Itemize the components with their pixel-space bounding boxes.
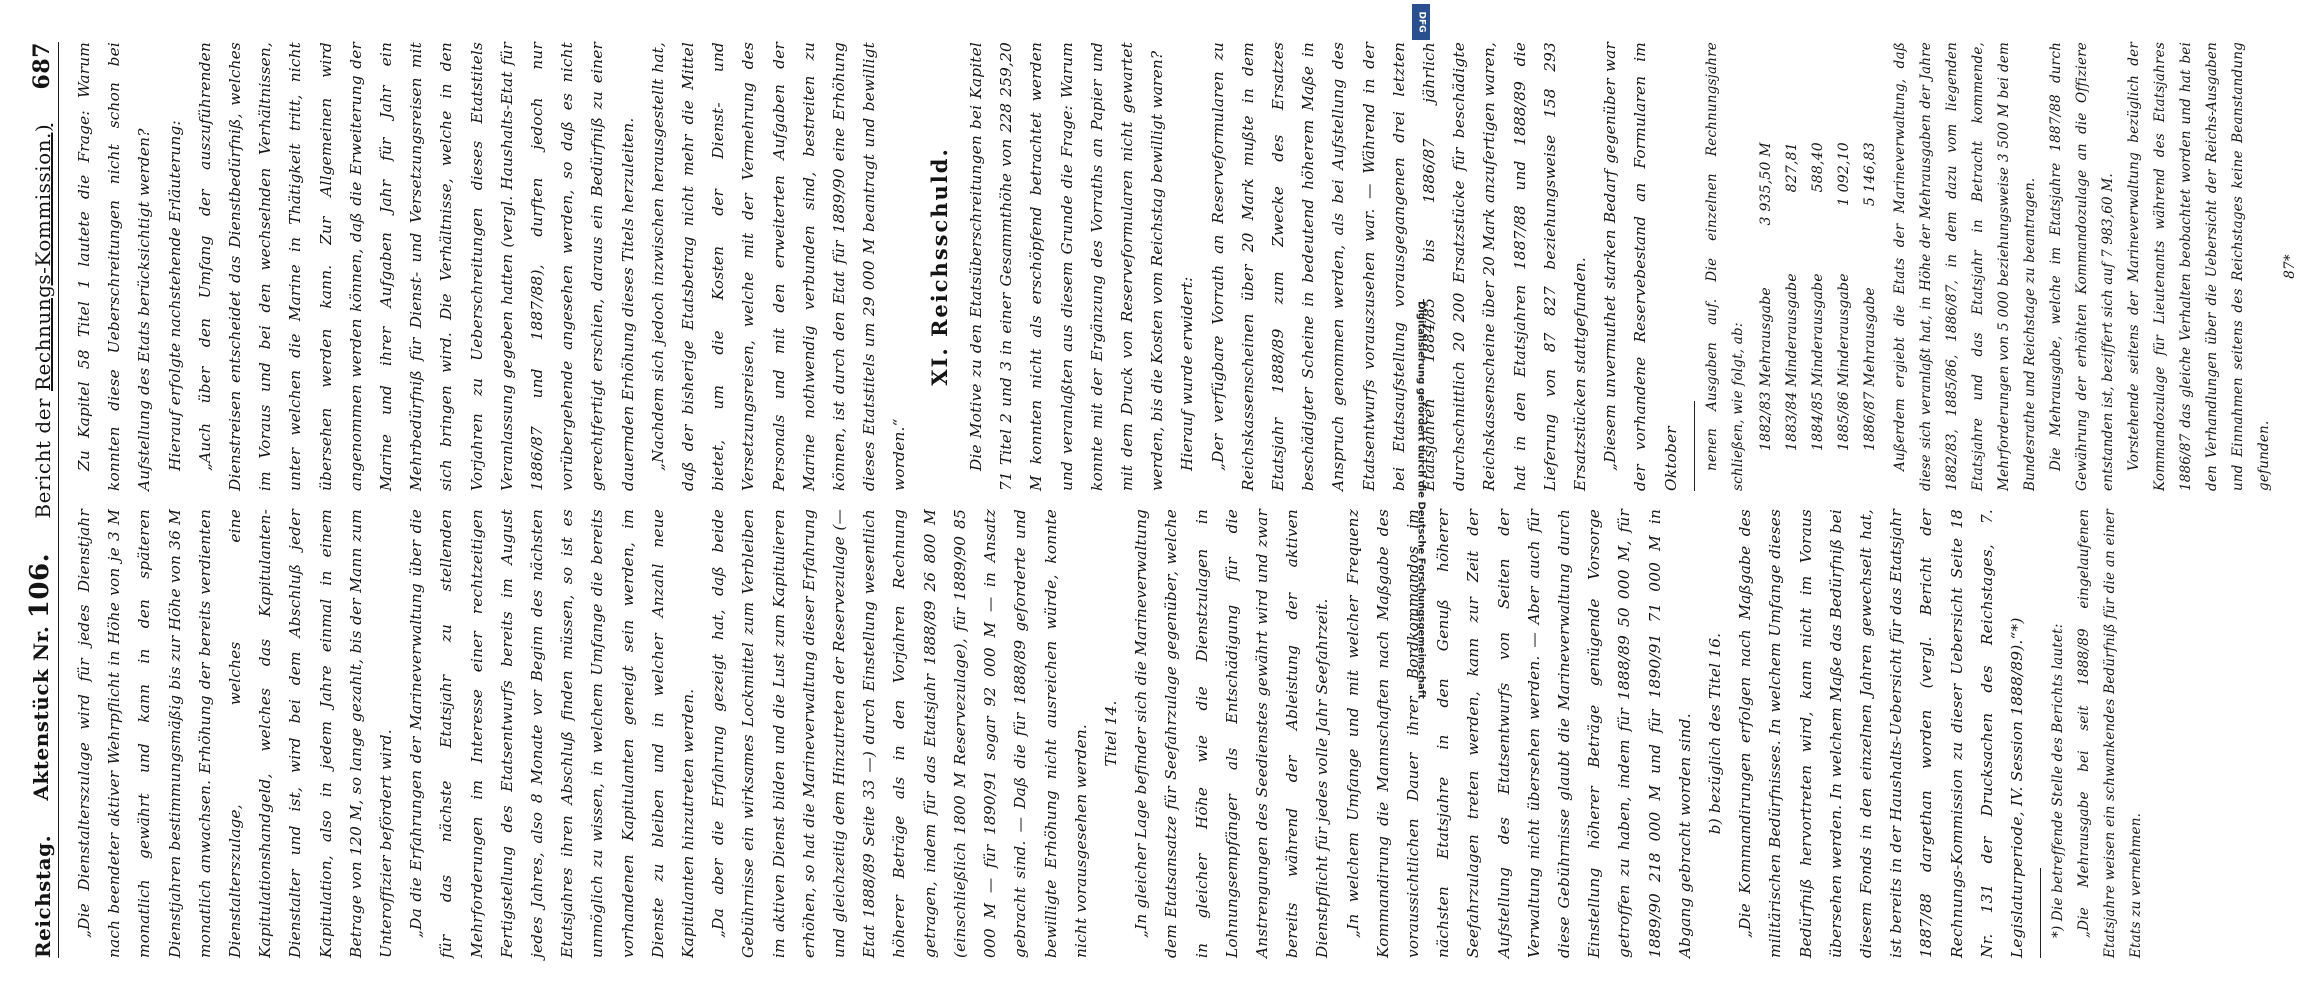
- paragraph: „In welchem Umfange und mit welcher Frequenz Kommandirung die Mannschaften nach Maßgabe des voraussichtlichen Dauer ihrer Bordkommandos im nächsten Etatsjahre in den Genuß höherer Seefahrzulagen treten werden, kann zur Zeit der Aufstellung des Etatsentwurfs von Seiten der Verwaltung nicht übersehen werden. — Aber auch für diese Gebührnisse glaubt die Marineverwaltung durch Einstellung höherer Beträge genügende Vorsorge getroffen zu haben, indem für 1888/89 50 000 M, für 1889/90 218 000 M und für 1890/91 71 000 M in Abgang gebracht worden sind.: [1343, 509, 1694, 958]
- header-title: [31, 124, 55, 519]
- row-label: 1885/86 Minderausgabe: [1835, 273, 1852, 451]
- header-mid-prefix: Aktenstück Nr.: [29, 625, 53, 801]
- table-row: [1779, 134, 1805, 451]
- paragraph: „Da aber die Erfahrung gezeigt hat, daß beide Gebührnisse ein wirksames Lockmittel zum Verbleiben im aktiven Dienst bilden und die Lust zum Kapitulieren erhöhen, so hat die Marineverwaltung dieser Erfahrung und gleichzeitig dem Hinzutreten der Reservezulage (— Etat 1888/89 Seite 33 —) durch Einstellung wesentlich höherer Beträge als in den Vorjahren Rechnung getragen, indem für das Etatsjahr 1888/89 26 800 M (einschließlich 1800 M Reservezulage), für 1889/90 85 000 M — für 1890/91 sogar 92 000 M — in Ansatz gebracht sind. — Daß die für 1888/89 geforderte und bewilligte Erhöhung nicht ausreichen würde, konnte nicht vorausgesehen werden.: [709, 509, 1090, 958]
- row-label: 1884/85 Minderausgabe: [1809, 273, 1826, 451]
- row-label: 1883/84 Minderausgabe: [1783, 273, 1800, 451]
- row-label: 1886/87 Mehrausgabe: [1861, 287, 1878, 451]
- footnote: Vorstehende seitens der Marineverwaltung bezüglich der Kommandozulage für Lieutenants während des Etatsjahres 1886/87 das gleiche Verhalten beobachtet worden und hat bei den Verhandlungen über die Uebersicht der Reichs-Ausgaben und Einnahmen seitens des Reichstages keine Beanstandung gefunden.: [2125, 42, 2272, 491]
- paragraph: Zu Kapitel 58 Titel 1 lautete die Frage: Warum konnten diese Ueberschreitungen nicht schon bei Aufstellung des Etats berücksichtigt werden?: [75, 42, 154, 491]
- table-row: [1831, 134, 1857, 451]
- subheading-titel-16: b) bezüglich des Titel 16.: [1705, 632, 1724, 835]
- dfg-logo: DFG: [1412, 4, 1430, 40]
- row-label: 1882/83 Mehrausgabe: [1757, 287, 1774, 451]
- paragraph: „Die Dienstalterszulage wird für jedes Dienstjahr nach beendeter aktiver Wehrpflicht in Höhe von je 3 M monatlich gewährt und kann in den späteren Dienstjahren bestimmungsmäßig bis zur Höhe von 36 M monatlich anwachsen. Erhöhung der bereits verdienten Dienstalterszulage, welches eine Kapitulationshandgeld, welches das Kapitulanten-Dienstalter und ist, wird bei dem Abschluß jeder Kapitulation, also in jedem Jahre einmal in einem Betrage von 120 M, so lange gezahlt, bis der Mann zum Unteroffizier befördert wird.: [75, 509, 396, 958]
- footnote: *) Die betreffende Stelle des Berichts lautet:: [2050, 623, 2067, 938]
- row-value: 3 935,50 M: [1757, 142, 1774, 226]
- column-left: [69, 509, 2145, 958]
- table-row: [1753, 134, 1779, 451]
- row-value: 827,81: [1783, 142, 1800, 193]
- page-header: [25, 42, 59, 958]
- subheading-titel-14: Titel 14.: [1101, 700, 1120, 767]
- digitization-credit: Digitalisierung gefördert durch die Deutsche Forschungsgemeinschaft: [1415, 301, 1427, 699]
- paragraph: „Da die Erfahrungen der Marineverwaltung über die für das nächste Etatsjahr zu stellenden Mehrforderungen im Interesse einer rechtzeitigen Fertigstellung des Etatsentwurfs bereits im August jedes Jahres, also 8 Monate vor Beginn des nächsten Etatsjahres ihren Abschluß finden müssen, so ist es unmöglich zu wissen, in welchem Umfange die bereits vorhandenen Kapitulanten geneigt sein werden, im Dienste zu bleiben und in welcher Anzahl neue Kapitulanten hinzutreten werden.: [407, 509, 698, 958]
- paragraph: „Nachdem sich jedoch inzwischen herausgestellt hat, daß der bisherige Etatsbetrag nicht mehr die Mittel bietet, um die Kosten der Dienst- und Versetzungsreisen, welche mit der Vermehrung des Personals und mit den erweiterten Aufgaben der Marine nothwendig verbunden sind, bestreiten zu können, ist durch den Etat für 1889/90 eine Erhöhung dieses Etatstitels um 29 000 M beantragt und bewilligt worden.“: [648, 42, 909, 491]
- header-document-number: [25, 553, 55, 801]
- header-left: Reichstag.: [31, 834, 55, 958]
- paragraph: „Die Kommandirungen erfolgen nach Maßgabe des militärischen Bedürfnisses. In welchem Umfange dieses Bedürfniß hervortreten wird, kann nicht im Voraus übersehen werden. In welchem Maße das Bedürfniß bei diesem Fonds in den einzelnen Jahren gewechselt hat, ist bereits in der Haushalts-Uebersicht für das Etatsjahr 1887/88 dargethan worden (vergl. Bericht der Rechnungs-Kommission zu dieser Uebersicht Seite 18 Nr. 131 der Drucksachen des Reichstages, 7. Legislaturperiode, IV. Session 1888/89).“*): [1736, 509, 2026, 958]
- paragraph: „Diesem unvermuthet starken Bedarf gegenüber war der vorhandene Reservebestand an Formularen im Oktober: [1601, 42, 1680, 491]
- footnote: Außerdem ergiebt die Etats der Marineverwaltung, daß diese sich veranlaßt hat, in Höhe der Mehrausgaben der Jahre 1882/83, 1885/86, 1886/87, in dem dazu vom liegenden Etatsjahre und das Etatsjahr in Betracht kommende, Mehrforderungen von 5 000 beziehungsweise 3 500 M bei dem Bundesrathe und Reichstage zu beantragen.: [1891, 42, 2038, 491]
- row-value: 588,40: [1809, 142, 1826, 193]
- expenditure-table: [1753, 134, 1883, 451]
- paragraph: Die Motive zu den Etatsüberschreitungen bei Kapitel 71 Titel 2 und 3 in einer Gesammthöhe von 228 259,20 M konnten nicht als erschöpfend betrachtet werden und veranlaßten aus diesem Grunde die Frage: Warum konnte mit der Ergänzung des Vorraths an Papier und mit dem Druck von Reserveformularen nicht gewartet werden, bis die Kosten vom Reichstag bewilligt waren?: [966, 42, 1167, 491]
- paragraph: „Der verfügbare Vorrath an Reserveformularen zu Reichskassenscheinen über 20 Mark mußte in dem Etatsjahr 1888/89 zum Zwecke des Ersatzes beschädigter Scheine in bedeutend höherem Maße in Anspruch genommen werden, als bei Aufstellung des Etatsentwurfs vorauszusehen war. — Während in der bei Etatsaufstellung vorausgegangenen drei letzten Etatsjahren 1884/85 bis 1886/87 jährlich durchschnittlich 20 200 Ersatzstücke für beschädigte Reichskassenscheine über 20 Mark anzufertigen waren, hat in den Etatsjahren 1887/88 und 1888/89 die Lieferung von 87 827 beziehungsweise 158 293 Ersatzstücken stattgefunden.: [1208, 42, 1589, 491]
- table-row: [1805, 134, 1831, 451]
- header-right-prefix: Bericht der: [31, 397, 55, 519]
- paragraph: „Auch über den Umfang der auszuführenden Dienstreisen entscheidet das Dienstbedürfniß, welches im Voraus und bei den wechselnden Verhältnissen, unter welchen die Marine in Thätigkeit tritt, nicht übersehen werden kann. Zur Allgemeinen wird angenommen werden können, daß die Erweiterung der Marine und ihrer Aufgaben Jahr für Jahr ein Mehrbedürfniß für Dienst- und Versetzungsreisen mit sich bringen wird. Die Verhältnisse, welche in den Vorjahren zu Ueberschreitungen dieses Etatstitels Veranlassung gegeben hatten (vergl. Haushalts-Etat für 1886/87 und 1887/88), durften jedoch nur vorübergehende angesehen werden, so daß es nicht gerechtfertigt erschien, daraus ein Bedürfniß zu einer dauernden Erhöhung dieses Titels herzuleiten.: [195, 42, 637, 491]
- footnote: nenen Ausgaben auf. Die einzelnen Rechnungsjahre schließen, wie folgt, ab:: [1703, 42, 1746, 491]
- digitization-credit-bar: [1410, 0, 1432, 1000]
- footnote-divider: [2040, 868, 2041, 958]
- footnote: „Die Mehrausgabe bei seit 1888/89 eingelaufenen Etatsjahre weisen ein schwankendes Bedürfniß für die an einer Etats zu vernehmen.: [2076, 509, 2145, 958]
- row-value: 5 146,83: [1861, 142, 1878, 207]
- paragraph: Hierauf wurde erwidert:: [1178, 276, 1197, 471]
- paragraph: „In gleicher Lage befinder sich die Marineverwaltung dem Etatsansatze für Seefahrzulage gegenüber, welche in gleicher Höhe wie die Dienstzulagen in Lohnungsempfänger als Entschädigung für die Anstrengungen des Seedienstes gewährt wird und zwar bereits während der Ableistung der aktiven Dienstpflicht für jedes volle Jahr Seefahrzeit.: [1132, 509, 1332, 958]
- header-right-underlined: Rechnungs-Kommission.): [31, 123, 55, 392]
- footnote-divider: [1694, 401, 1695, 491]
- page-number: 687: [29, 42, 55, 90]
- header-mid-number: 106.: [25, 552, 55, 619]
- section-heading: XI. Reichsschuld.: [926, 147, 952, 386]
- row-value: 1 092,10: [1835, 142, 1852, 207]
- folio-mark: 87*: [2281, 254, 2298, 279]
- table-row: [1857, 134, 1883, 451]
- footnote: Die Mehrausgabe, welche im Etatsjahre 1887/88 durch Gewährung der erhöhten Kommandozulage an die Offiziere entstanden ist, beziffert sich auf 7 983,60 M.: [2047, 42, 2116, 491]
- column-right: [69, 42, 2298, 491]
- paragraph: Hierauf erfolgte nachstehende Erläuterung:: [165, 120, 184, 471]
